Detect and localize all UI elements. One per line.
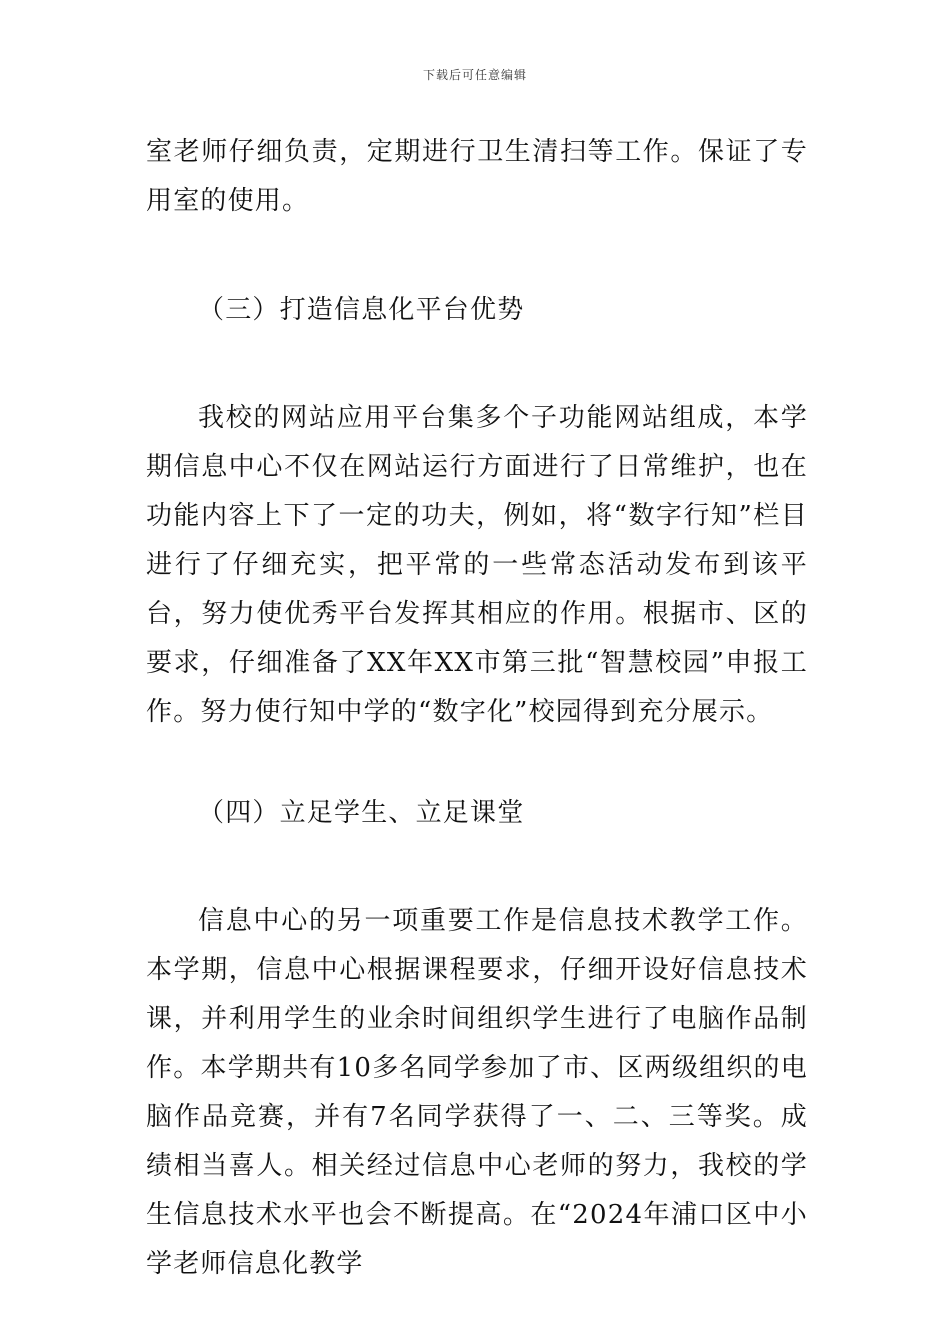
document-body [146, 128, 808, 1289]
section-heading-three: （三）打造信息化平台优势 [198, 295, 525, 325]
page-header: 下载后可任意编辑 [422, 68, 527, 82]
section-heading-four: （四）立足学生、立足课堂 [198, 798, 525, 828]
paragraph-continuation: 室老师仔细负责，定期进行卫生清扫等工作。保证了专用室的使用。 [146, 137, 808, 216]
paragraph-teaching: 信息中心的另一项重要工作是信息技术教学工作。本学期，信息中心根据课程要求，仔细开设好信息技术课，并利用学生的业余时间组织学生进行了电脑作品制作。本学期共有10多名同学参加了市、区两级组织的电脑作品竞赛，并有7名同学获得了一、二、三等奖。成绩相当喜人。相关经过信息中心老师的努力，我校的学生信息技术水平也会不断提高。在“2024年浦口区中小学老师信息化教学 [146, 906, 808, 1279]
paragraph-platform: 我校的网站应用平台集多个子功能网站组成，本学期信息中心不仅在网站运行方面进行了日常维护，也在功能内容上下了一定的功夫，例如，将“数字行知”栏目进行了仔细充实，把平常的一些常态活动发布到该平台，努力使优秀平台发挥其相应的作用。根据市、区的要求，仔细准备了XX年XX市第三批“智慧校园”申报工作。努力使行知中学的“数字化”校园得到充分展示。 [146, 403, 808, 727]
